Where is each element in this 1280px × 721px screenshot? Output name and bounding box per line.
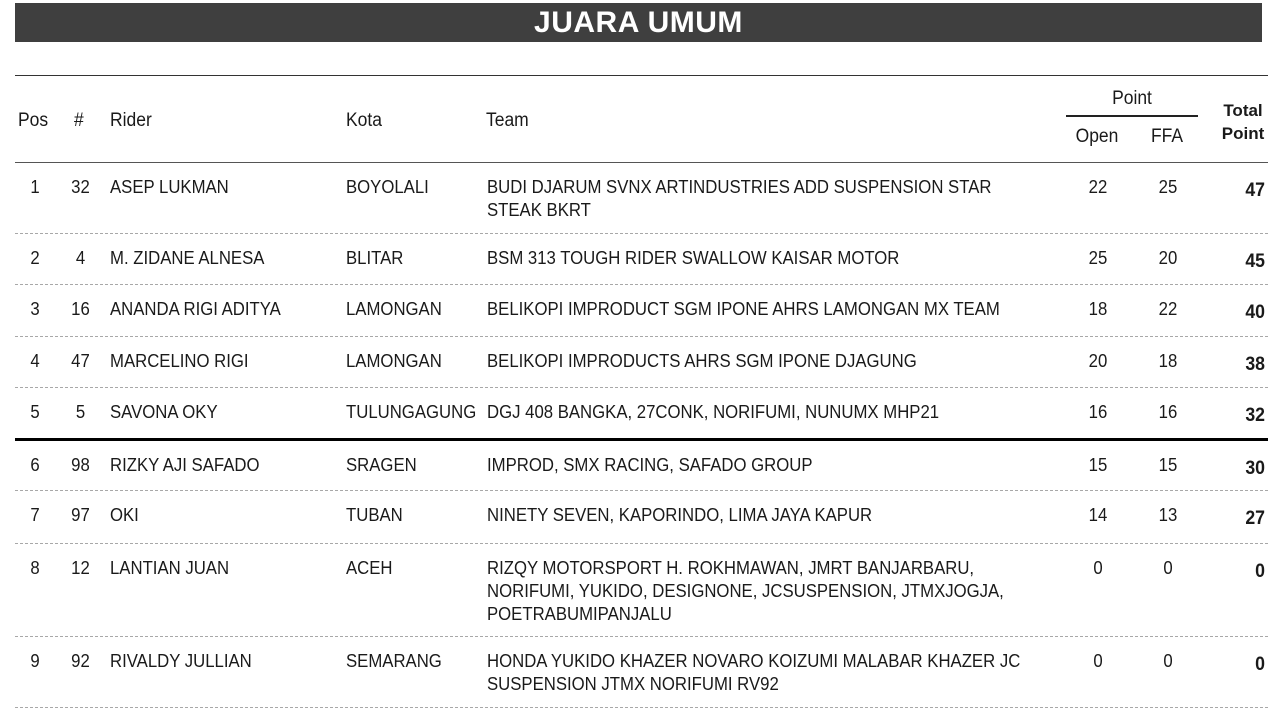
cell-rider: SAVONA OKY — [110, 402, 218, 422]
cell-team: BELIKOPI IMPRODUCTS AHRS SGM IPONE DJAGUNG — [487, 351, 917, 371]
cell-open: 22 — [1088, 177, 1108, 197]
cell-kota: SEMARANG — [346, 651, 442, 671]
header-total-line2: Point — [1221, 124, 1265, 143]
cell-open: 0 — [1093, 651, 1103, 671]
cell-open: 15 — [1088, 455, 1108, 475]
cell-rider: LANTIAN JUAN — [110, 558, 230, 578]
cell-kota: BOYOLALI — [346, 177, 429, 197]
cell-rider: ANANDA RIGI ADITYA — [110, 299, 281, 319]
table-row — [15, 234, 1268, 285]
cell-pos: 7 — [30, 505, 40, 525]
cell-pos: 3 — [30, 299, 40, 319]
table-row — [15, 285, 1268, 337]
cell-team: HONDA YUKIDO KHAZER NOVARO KOIZUMI MALABAR KHAZER JC SUSPENSION JTMX NORIFUMI RV92 — [487, 651, 1021, 694]
cell-pos: 5 — [30, 402, 40, 422]
header-number: # — [74, 110, 84, 131]
cell-open: 25 — [1088, 248, 1108, 268]
cell-total: 45 — [1245, 251, 1265, 272]
table-row — [15, 544, 1268, 637]
table-row — [15, 491, 1268, 544]
cell-ffa: 18 — [1158, 351, 1178, 371]
cell-number: 4 — [75, 248, 86, 268]
cell-rider: RIVALDY JULLIAN — [110, 651, 252, 671]
cell-pos: 4 — [30, 351, 40, 371]
cell-total: 32 — [1245, 405, 1265, 426]
cell-pos: 6 — [30, 455, 40, 475]
cell-total: 30 — [1245, 458, 1265, 479]
cell-open: 20 — [1088, 351, 1108, 371]
cell-rider: M. ZIDANE ALNESA — [110, 248, 265, 268]
cell-ffa: 22 — [1158, 299, 1178, 319]
cell-ffa: 0 — [1163, 558, 1173, 578]
cell-rider: ASEP LUKMAN — [110, 177, 229, 197]
cell-rider: MARCELINO RIGI — [110, 351, 249, 371]
cell-number: 47 — [71, 351, 90, 371]
cell-number: 16 — [71, 299, 90, 319]
cell-team: RIZQY MOTORSPORT H. ROKHMAWAN, JMRT BANJARBARU, NORIFUMI, YUKIDO, DESIGNONE, JCSUSPENSION, JTMXJOGJA, POETRABUMIPANJALU — [487, 558, 1004, 624]
header-total-point — [1212, 99, 1274, 145]
cell-total: 27 — [1245, 508, 1265, 529]
cell-team: BELIKOPI IMPRODUCT SGM IPONE AHRS LAMONGAN MX TEAM — [487, 299, 1000, 319]
cell-pos: 2 — [30, 248, 40, 268]
cell-pos: 9 — [30, 651, 40, 671]
cell-ffa: 0 — [1163, 651, 1173, 671]
cell-number: 97 — [71, 505, 90, 525]
cell-team: BUDI DJARUM SVNX ARTINDUSTRIES ADD SUSPENSION STAR STEAK BKRT — [487, 177, 992, 220]
page-title: JUARA UMUM — [15, 3, 1262, 42]
header-kota: Kota — [346, 110, 382, 131]
cell-open: 18 — [1088, 299, 1108, 319]
cell-open: 14 — [1088, 505, 1108, 525]
cell-number: 12 — [71, 558, 90, 578]
header-team: Team — [486, 110, 529, 131]
cell-number: 92 — [71, 651, 90, 671]
header-open: Open — [1075, 126, 1119, 147]
header-point-group: Point — [1112, 88, 1152, 109]
table-row — [15, 388, 1268, 441]
cell-team: DGJ 408 BANGKA, 27CONK, NORIFUMI, NUNUMX MHP21 — [487, 402, 940, 422]
header-total-line1: Total — [1223, 101, 1263, 120]
header-ffa: FFA — [1150, 126, 1184, 147]
cell-rider: RIZKY AJI SAFADO — [110, 455, 260, 475]
cell-total: 0 — [1255, 561, 1265, 582]
cell-open: 0 — [1093, 558, 1103, 578]
cell-number: 32 — [71, 177, 90, 197]
point-group-rule — [1066, 115, 1198, 117]
cell-ffa: 13 — [1158, 505, 1178, 525]
cell-kota: ACEH — [346, 558, 393, 578]
cell-kota: TUBAN — [346, 505, 403, 525]
table-row — [15, 163, 1268, 234]
cell-team: NINETY SEVEN, KAPORINDO, LIMA JAYA KAPUR — [487, 505, 873, 525]
cell-number: 98 — [71, 455, 90, 475]
cell-team: BSM 313 TOUGH RIDER SWALLOW KAISAR MOTOR — [487, 248, 900, 268]
cell-total: 0 — [1255, 654, 1265, 675]
header-rider: Rider — [110, 110, 152, 131]
cell-pos: 8 — [30, 558, 40, 578]
cell-pos: 1 — [30, 177, 40, 197]
cell-rider: OKI — [110, 505, 139, 525]
cell-kota: LAMONGAN — [346, 299, 442, 319]
cell-ffa: 20 — [1158, 248, 1178, 268]
cell-ffa: 16 — [1158, 402, 1178, 422]
cell-team: IMPROD, SMX RACING, SAFADO GROUP — [487, 455, 813, 475]
table-row — [15, 441, 1268, 491]
cell-ffa: 25 — [1158, 177, 1178, 197]
cell-number: 5 — [75, 402, 86, 422]
table-row — [15, 337, 1268, 388]
cell-kota: BLITAR — [346, 248, 404, 268]
table-row — [15, 637, 1268, 708]
cell-total: 47 — [1245, 180, 1265, 201]
cell-total: 40 — [1245, 302, 1265, 323]
top-divider — [15, 75, 1268, 76]
cell-kota: TULUNGAGUNG — [346, 402, 477, 422]
cell-kota: LAMONGAN — [346, 351, 442, 371]
cell-kota: SRAGEN — [346, 455, 417, 475]
cell-ffa: 15 — [1158, 455, 1178, 475]
cell-open: 16 — [1088, 402, 1108, 422]
header-pos: Pos — [18, 110, 49, 131]
cell-total: 38 — [1245, 354, 1265, 375]
